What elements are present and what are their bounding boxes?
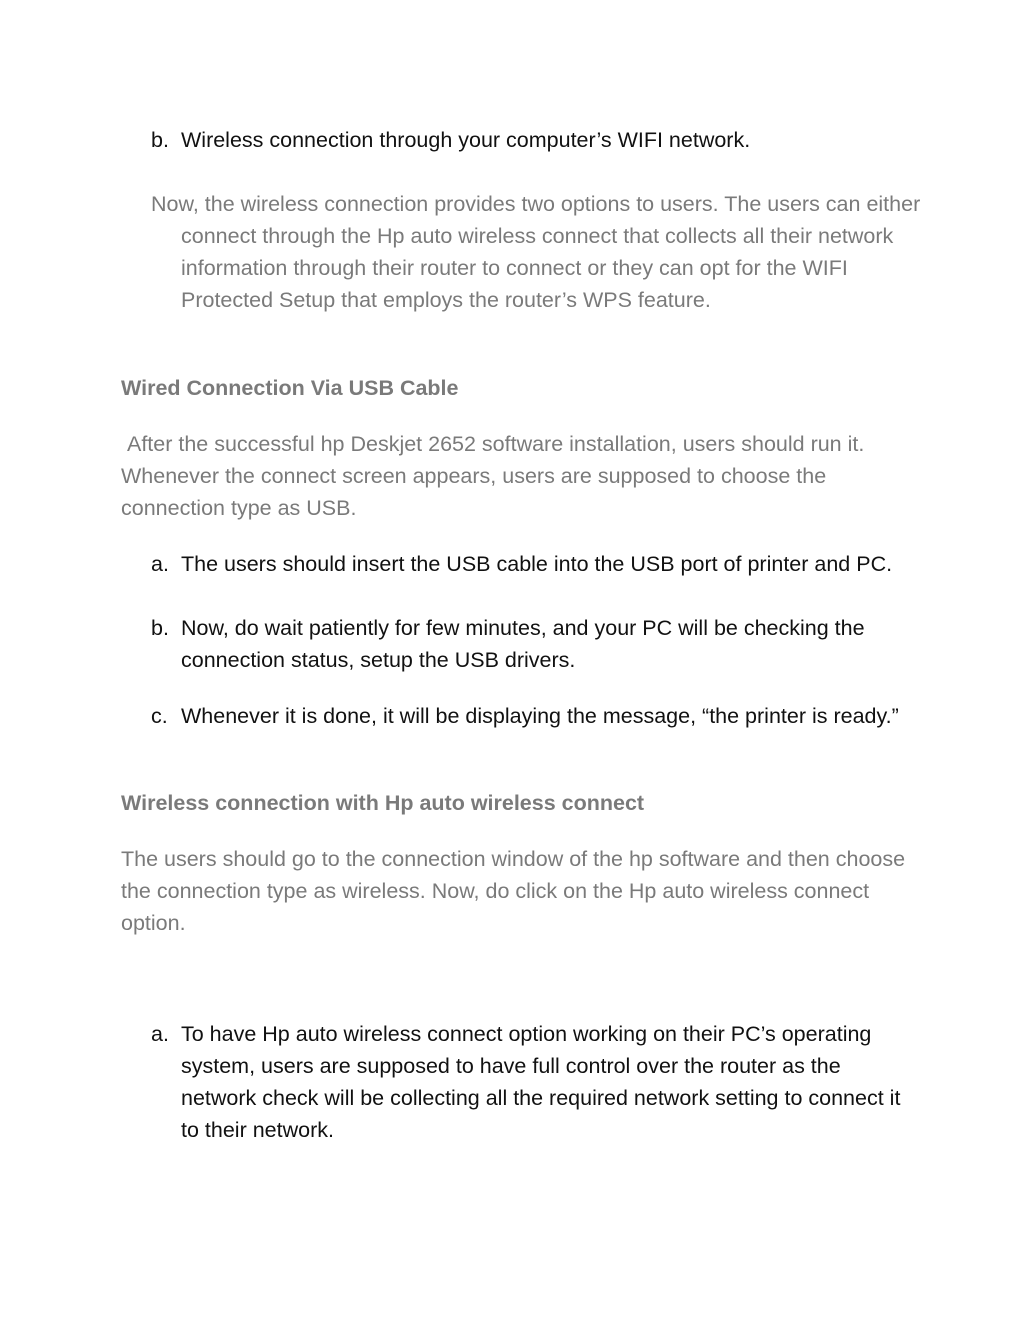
- wireless-options-paragraph: Now, the wireless connection provides two options to users. The users can either connect through the Hp auto wireless connect that collects all their network information through their router to connect or they can opt for the WIFI Protected Setup that employs the router’s WPS feature.: [151, 192, 921, 312]
- list-item-text: Wireless connection through your computer’s WIFI network.: [181, 128, 751, 152]
- list-item-text: Whenever it is done, it will be displaying the message, “the printer is ready.”: [181, 704, 899, 728]
- list-item-text: Now, do wait patiently for few minutes, and your PC will be checking the connection status, setup the USB drivers.: [181, 616, 865, 672]
- list-marker: a.: [151, 1022, 169, 1046]
- auto-wireless-section-paragraph: The users should go to the connection window of the hp software and then choose the connection type as wireless. Now, do click on the Hp auto wireless connect option.: [121, 847, 906, 935]
- list-item-text: The users should insert the USB cable into the USB port of printer and PC.: [181, 552, 893, 576]
- auto-wireless-section-heading: Wireless connection with Hp auto wireless connect: [121, 791, 645, 815]
- list-marker: b.: [151, 128, 169, 152]
- usb-section-heading: Wired Connection Via USB Cable: [121, 376, 459, 400]
- list-marker: c.: [151, 704, 168, 728]
- list-marker: a.: [151, 552, 169, 576]
- list-item-text: To have Hp auto wireless connect option working on their PC’s operating system, users are supposed to have full control over the router as the network check will be collecting all the required network setting to connect it to their network.: [181, 1022, 901, 1142]
- usb-section-paragraph: After the successful hp Deskjet 2652 software installation, users should run it. Whenever the connect screen appears, users are supposed to choose the connection type as USB.: [121, 432, 871, 520]
- list-marker: b.: [151, 616, 169, 640]
